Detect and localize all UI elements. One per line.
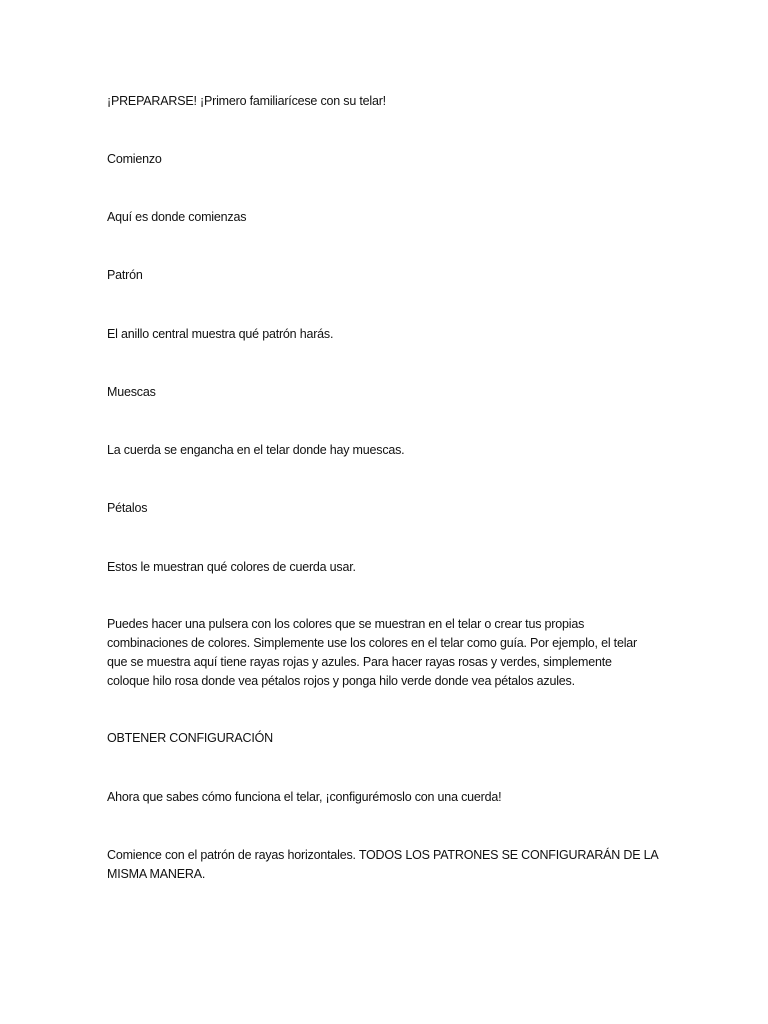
section-text-muescas: La cuerda se engancha en el telar donde hay muescas. <box>107 443 405 457</box>
section-title-petalos: Pétalos <box>107 501 148 515</box>
setup-text: Ahora que sabes cómo funciona el telar, ¡configurémoslo con una cuerda! <box>107 790 502 804</box>
paragraph-line: combinaciones de colores. Simplemente use los colores en el telar como guía. Por ejemplo, el telar <box>107 636 637 650</box>
document-heading: ¡PREPARARSE! ¡Primero familiarícese con su telar! <box>107 94 386 108</box>
paragraph-line: Comience con el patrón de rayas horizontales. TODOS LOS PATRONES SE CONFIGURARÁN DE LA <box>107 848 659 862</box>
section-title-patron: Patrón <box>107 268 143 282</box>
paragraph-line: Puedes hacer una pulsera con los colores que se muestran en el telar o crear tus propias <box>107 617 585 631</box>
section-text-patron: El anillo central muestra qué patrón harás. <box>107 327 334 341</box>
paragraph-line: MISMA MANERA. <box>107 867 206 881</box>
section-title-muescas: Muescas <box>107 385 156 399</box>
final-paragraph <box>107 846 667 884</box>
section-title-comienzo: Comienzo <box>107 152 162 166</box>
paragraph-line: que se muestra aquí tiene rayas rojas y azules. Para hacer rayas rosas y verdes, simplemente <box>107 655 612 669</box>
setup-heading: OBTENER CONFIGURACIÓN <box>107 731 273 745</box>
section-text-comienzo: Aquí es donde comienzas <box>107 210 247 224</box>
explanation-paragraph <box>107 615 667 691</box>
section-text-petalos: Estos le muestran qué colores de cuerda usar. <box>107 560 356 574</box>
paragraph-line: coloque hilo rosa donde vea pétalos rojos y ponga hilo verde donde vea pétalos azules. <box>107 674 575 688</box>
